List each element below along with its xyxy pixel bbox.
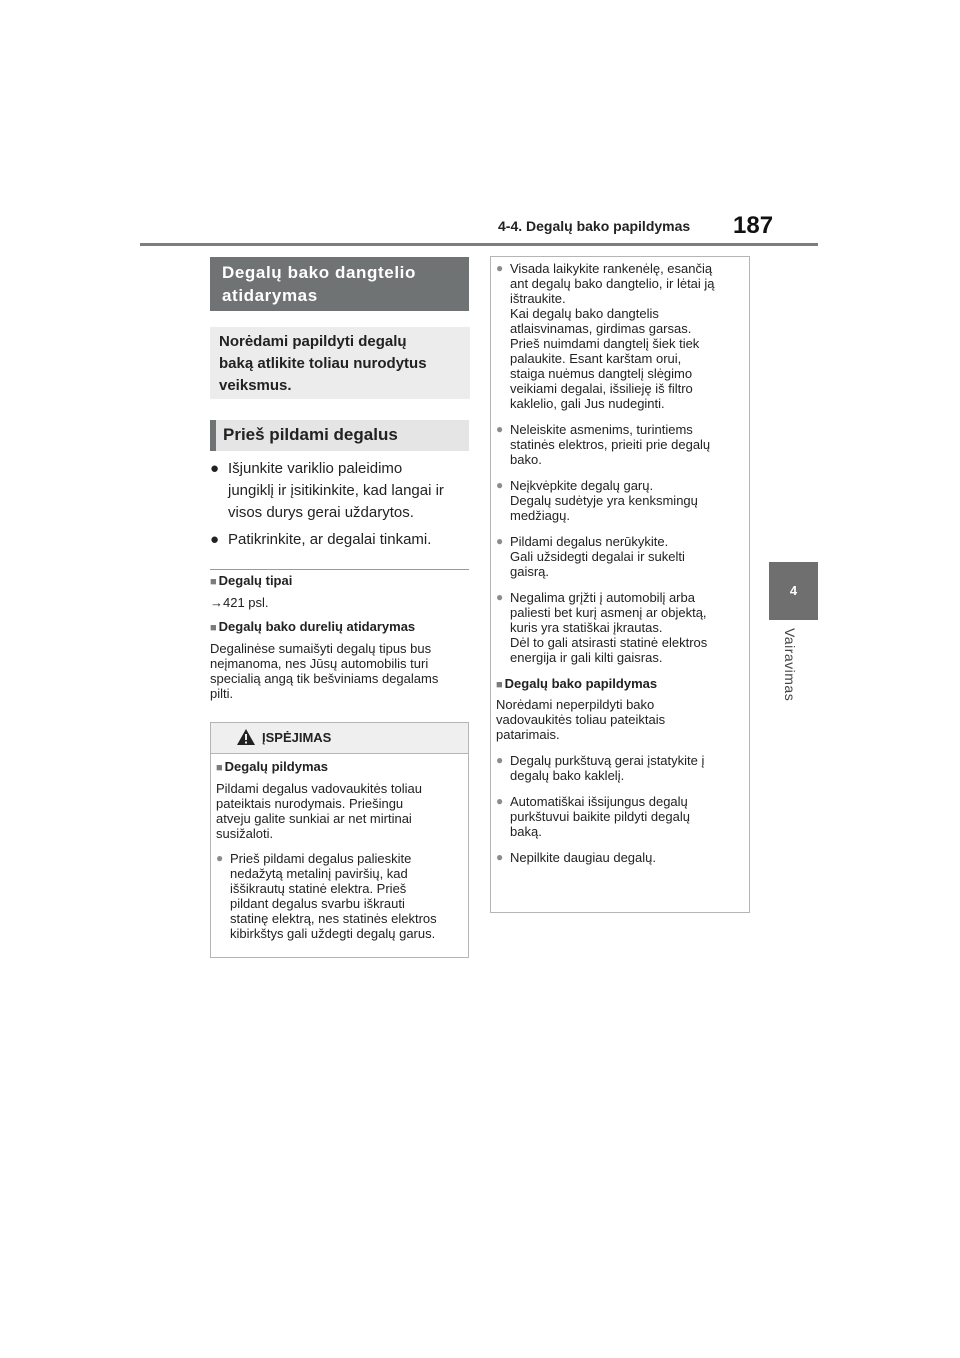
intro-line: veiksmus. (219, 377, 292, 394)
intro-line: Norėdami papildyti degalų (219, 333, 407, 350)
paragraph-line: Degalų purkštuvą gerai įstatykite į (510, 753, 705, 768)
paragraph-line: Dėl to gali atsirasti statinė elektros (510, 635, 708, 650)
paragraph-line: patarimais. (496, 727, 560, 742)
paragraph-line: kaklelio, gali Jus nudeginti. (510, 396, 665, 411)
bullet-dot-icon: ● (496, 534, 504, 548)
paragraph-line: Gali užsidegti degalai ir sukelti (510, 549, 685, 564)
paragraph-line: Neįkvėpkite degalų garų. (510, 478, 654, 493)
paragraph-line: paliesti bet kurį asmenį ar objektą, (510, 605, 707, 620)
divider (210, 569, 469, 570)
paragraph-line: Negalima grįžti į automobilį arba (510, 590, 695, 605)
section-title: 4-4. Degalų bako papildymas (498, 218, 691, 234)
section-heading-line: Degalų bako dangtelio (222, 263, 416, 282)
paragraph-line: energija ir gali kilti gaisras. (510, 650, 663, 665)
bullet-dot-icon: ● (496, 422, 504, 436)
paragraph-line: pateiktais nurodymais. Priešingu (216, 796, 404, 811)
bullet-dot-icon: ● (496, 794, 504, 808)
refill-heading: Degalų bako papildymas (504, 676, 658, 691)
bullet-dot-icon: ● (496, 753, 504, 767)
warning-bullet (496, 478, 746, 523)
warning-title: ĮSPĖJIMAS (262, 730, 332, 745)
square-bullet-icon: ■ (216, 762, 223, 774)
list-item-line: Išjunkite variklio paleidimo (228, 460, 403, 477)
paragraph-line: specialią angą tik bešviniams degalams (210, 671, 439, 686)
paragraph-line: Nepilkite daugiau degalų. (510, 850, 656, 865)
paragraph-line: ištraukite. (510, 291, 566, 306)
fuel-door-heading: Degalų bako durelių atidarymas (218, 619, 416, 634)
warning-continued-box (490, 256, 750, 913)
paragraph-line: Degalų sudėtyje yra kenksmingų (510, 493, 698, 508)
paragraph-line: ant degalų bako dangtelio, ir lėtai ją (510, 276, 715, 291)
list-item-line: visos durys gerai uždarytos. (228, 504, 414, 521)
warning-bullet (496, 753, 746, 783)
bullet-dot-icon: ● (216, 851, 224, 865)
list-item-line: jungiklį ir įsitikinkite, kad langai ir (228, 482, 444, 499)
paragraph-line: atlaisvinamas, girdimas garsas. (510, 321, 692, 336)
warning-bullet (496, 422, 746, 467)
paragraph-line: vadovaukitės toliau pateiktais (496, 712, 666, 727)
page-number: 187 (733, 212, 774, 239)
paragraph-line: Pildami degalus nerūkykite. (510, 534, 669, 549)
intro-box (210, 327, 470, 399)
paragraph-line: medžiagų. (510, 508, 570, 523)
paragraph-line: Visada laikykite rankenėlę, esančią (510, 261, 713, 276)
paragraph-line: pilti. (210, 686, 234, 701)
paragraph-line: iššikrautų statinė elektra. Prieš (230, 881, 407, 896)
bullet-dot-icon: ● (496, 590, 504, 604)
refill-section (496, 676, 746, 742)
paragraph-line: kuris yra statiškai įkrautas. (510, 620, 663, 635)
paragraph-line: veikiami degalai, išsilieję iš filtro (510, 381, 693, 396)
bullet-dot-icon: ● (496, 850, 504, 864)
paragraph-line: atveju galite sunkiai ar net mirtinai (216, 811, 412, 826)
paragraph-line: pildant degalus svarbu iškrauti (230, 896, 405, 911)
paragraph-line: Prieš pildami degalus palieskite (230, 851, 412, 866)
warning-bullet (496, 261, 746, 411)
warning-bullet (216, 851, 466, 941)
paragraph-line: baką. (510, 824, 542, 839)
paragraph-line: palaukite. Esant karštam orui, (510, 351, 682, 366)
paragraph-line: neįmanoma, nes Jūsų automobilis turi (210, 656, 429, 671)
paragraph-line: Pildami degalus vadovaukitės toliau (216, 781, 422, 796)
paragraph-line: susižaloti. (216, 826, 274, 841)
bullet-dot-icon: ● (210, 460, 220, 477)
paragraph-line: Degalinėse sumaišyti degalų tipus bus (210, 641, 432, 656)
fuel-types (210, 573, 470, 610)
warning-box (210, 722, 469, 958)
paragraph-line: Automatiškai išsijungus degalų (510, 794, 688, 809)
warning-bullet (496, 590, 746, 665)
paragraph-line: bako. (510, 452, 542, 467)
warning-bullet (496, 534, 746, 579)
warning-header (211, 723, 468, 754)
paragraph-line: staiga nuėmus dangtelį slėgimo (510, 366, 693, 381)
square-bullet-icon: ■ (496, 679, 503, 691)
intro-line: baką atlikite toliau nurodytus (219, 355, 427, 372)
paragraph-line: nedažytą metalinį paviršių, kad (230, 866, 408, 881)
section-heading (210, 257, 469, 311)
paragraph-line: degalų bako kaklelį. (510, 768, 625, 783)
paragraph-line: statinę elektrą, nes statinės elektros (230, 911, 437, 926)
bullet-dot-icon: ● (496, 478, 504, 492)
fuel-types-heading: Degalų tipai (218, 573, 293, 588)
paragraph-line: purkštuvui baikite pildyti degalų (510, 809, 690, 824)
paragraph-line: Neleiskite asmenims, turintiems (510, 422, 693, 437)
chapter-tab: 4 (769, 562, 818, 620)
warning-heading: Degalų pildymas (224, 759, 328, 774)
list-item-line: Patikrinkite, ar degalai tinkami. (228, 531, 432, 548)
warning-triangle-icon (236, 728, 256, 746)
page-reference: →421 psl. (210, 595, 269, 610)
warning-bullet (496, 794, 746, 839)
fuel-door (210, 619, 472, 701)
chapter-label: Vairavimas (782, 628, 798, 702)
header-divider (140, 243, 818, 246)
paragraph-line: Prieš nuimdami dangtelį šiek tiek (510, 336, 700, 351)
subheading: Prieš pildami degalus (210, 420, 469, 451)
bullet-dot-icon: ● (210, 531, 220, 548)
section-heading-line: atidarymas (222, 286, 318, 305)
warning-bullet (496, 850, 746, 865)
paragraph-line: Kai degalų bako dangtelis (510, 306, 659, 321)
square-bullet-icon: ■ (210, 622, 217, 634)
paragraph-line: gaisrą. (510, 564, 550, 579)
bullet-dot-icon: ● (496, 261, 504, 275)
paragraph-line: Norėdami neperpildyti bako (496, 697, 655, 712)
square-bullet-icon: ■ (210, 576, 217, 588)
paragraph-line: statinės elektros, prieiti prie degalų (510, 437, 711, 452)
paragraph-line: kibirkštys gali uždegti degalų garus. (230, 926, 436, 941)
